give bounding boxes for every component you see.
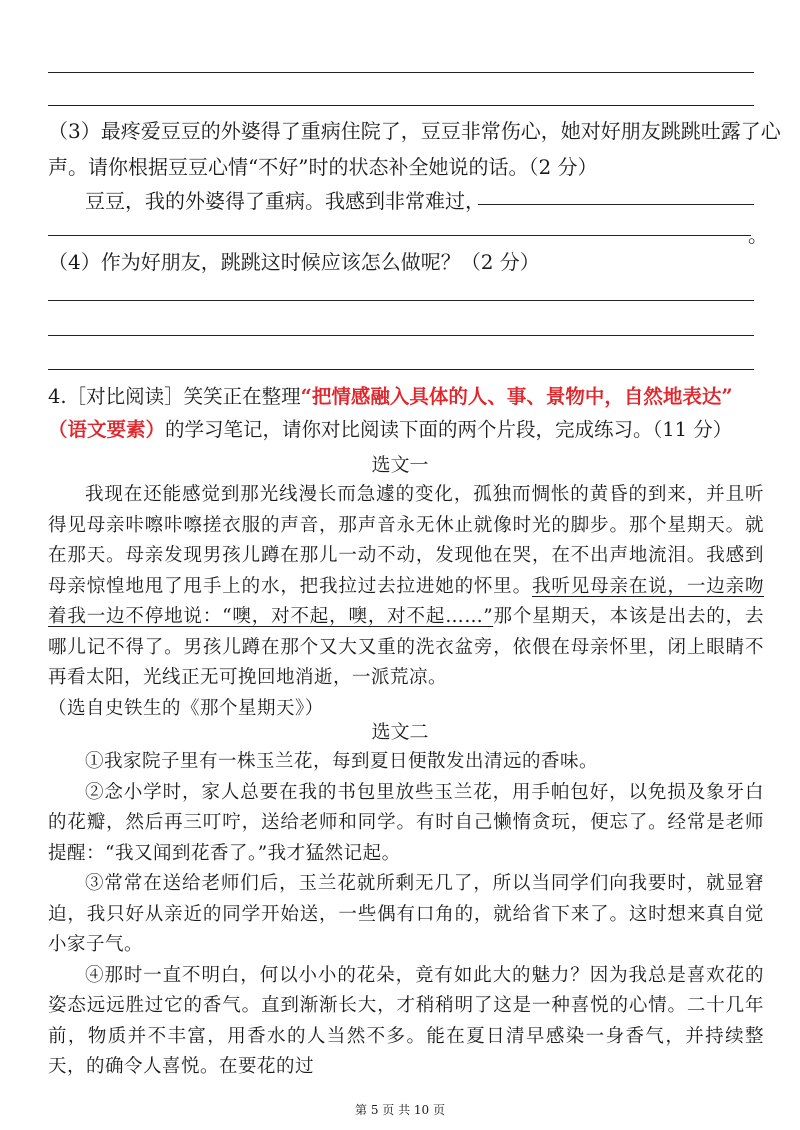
answer-line[interactable] bbox=[48, 105, 754, 106]
passage1-text: 我现在还能感觉到那光线漫长而急遽的变化，孤独而惆怅的黄昏的到来，并且听得见母亲咔嚓咔嚓搓衣服的声音，那声音永无休止就像时光的脚步。那个星期天。就在那天。母亲发现男孩儿蹲在那儿一动不动，发现他在哭，在不出声地流泪。我感到母亲惊惶地甩了甩手上的水，把我拉过去拉进她的怀里。 bbox=[48, 484, 764, 597]
answer-line[interactable] bbox=[48, 335, 754, 336]
q3-prompt: 豆豆，我的外婆得了重病。我感到非常难过， bbox=[85, 189, 485, 213]
passage2-paragraph-4: ④那时一直不明白，何以小小的花朵，竟有如此大的魅力？因为我总是喜欢花的姿态远远胜过它的香气。直到渐渐长大，才稍稍明了这是一种喜悦的心情。二十几年前，物质并不丰富，用香水的人当然不多。能在夏日清早感染一身香气，并持续整天，的确令人喜悦。在要花的过 bbox=[48, 964, 764, 1077]
section4-prefix: 4.［对比阅读］笑笑正在整理 bbox=[48, 385, 301, 408]
passage1-body bbox=[48, 480, 764, 724]
q3-end-mark: 。 bbox=[748, 223, 768, 247]
q3-fill-line[interactable] bbox=[478, 204, 754, 205]
section4-rest: 的学习笔记，请你对比阅读下面的两个片段，完成练习。（11 分） bbox=[165, 418, 733, 441]
q4-question: （4）作为好朋友，跳跳这时候应该怎么做呢？（2 分） bbox=[48, 250, 540, 274]
passage1-source: （选自史铁生的《那个星期天》） bbox=[48, 697, 324, 719]
q3-line1: （3）最疼爱豆豆的外婆得了重病住院了，豆豆非常伤心，她对好朋友跳跳吐露了心 bbox=[48, 119, 781, 143]
q3-line2: 声。请你根据豆豆心情“不好”时的状态补全她说的话。（2 分） bbox=[48, 155, 598, 179]
answer-line[interactable] bbox=[48, 300, 754, 301]
section4-tag: （语文要素） bbox=[48, 418, 166, 441]
passage1-underlined-sentence: 我听见母亲在说，一边亲吻着我一边不停地说：“噢，对不起，噢，对不起……” bbox=[48, 575, 764, 627]
passage2-body bbox=[48, 747, 764, 1083]
passage1-paragraph bbox=[48, 480, 764, 694]
answer-line[interactable] bbox=[48, 72, 754, 73]
q3-answer-line[interactable] bbox=[48, 235, 751, 236]
section4-quote: “把情感融入具体的人、事、景物中，自然地表达” bbox=[300, 385, 733, 408]
page-number: 第 5 页 共 10 页 bbox=[355, 1103, 445, 1117]
answer-line[interactable] bbox=[48, 369, 754, 370]
passage1-text-end: 那个星期天，本该是出去的，去哪儿记不得了。男孩儿蹲在那个又大又重的洗衣盆旁，依偎在母亲怀里，闭上眼睛不再看太阳，光线正无可挽回地消逝，一派荒凉。 bbox=[48, 606, 764, 688]
passage2-paragraph-3: ③常常在送给老师们后，玉兰花就所剩无几了，所以当同学们向我要时，就显窘迫，我只好从亲近的同学开始送，一些偶有口角的，就给省下来了。这时想来真自觉小家子气。 bbox=[48, 873, 764, 955]
passage2-title: 选文二 bbox=[371, 721, 429, 743]
passage1-title: 选文一 bbox=[371, 454, 429, 476]
passage2-paragraph-1: ①我家院子里有一株玉兰花，每到夏日便散发出清远的香味。 bbox=[85, 751, 599, 772]
section4-heading-line2 bbox=[48, 416, 732, 444]
passage2-paragraph-2: ②念小学时，家人总要在我的书包里放些玉兰花，用手帕包好，以免损及象牙白的花瓣，然后再三叮咛，送给老师和同学。有时自己懒惰贪玩，便忘了。经常是老师提醒：“我又闻到花香了。”我才猛然记起。 bbox=[48, 781, 764, 864]
section4-heading bbox=[48, 383, 733, 411]
